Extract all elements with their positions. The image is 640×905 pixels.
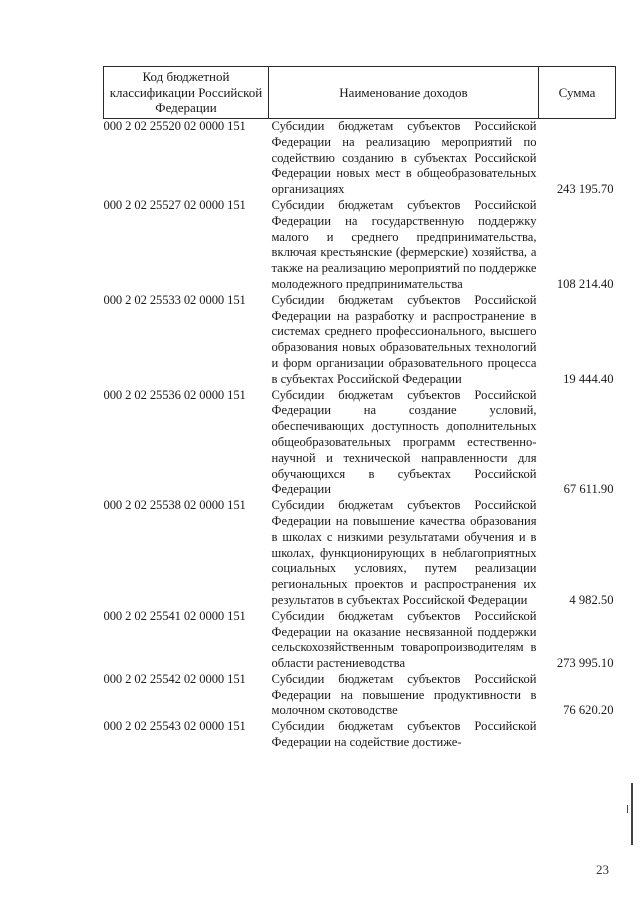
budget-revenue-table — [103, 66, 616, 751]
row-code: 000 2 02 25543 02 0000 151 — [103, 719, 246, 734]
row-code: 000 2 02 25541 02 0000 151 — [103, 608, 246, 623]
row-code: 000 2 02 25520 02 0000 151 — [103, 119, 246, 133]
row-sum: 108 214.40 — [556, 276, 614, 291]
row-sum: 67 611.90 — [563, 482, 614, 497]
row-code: 000 2 02 25533 02 0000 151 — [103, 292, 246, 307]
row-sum: 19 444.40 — [563, 371, 614, 386]
table-row — [104, 609, 616, 672]
row-name: Субсидии бюджетам субъектов Российской Федерации на разработку и распространение в системах среднего профессионального, высшего образования новых образовательных технологий и форм организации образовательного процесса в субъектах Российской Федерации — [271, 292, 537, 386]
row-sum: 76 620.20 — [563, 703, 614, 718]
table-body — [104, 119, 616, 751]
row-code: 000 2 02 25542 02 0000 151 — [103, 671, 246, 686]
row-name: Субсидии бюджетам субъектов Российской Федерации на повышение качества образования в школах с низкими результатами обучения и в школах, функционирующих в неблагоприятных социальных условиях, путем реализации региональных проектов и распространения их результатов в субъектах Российской Федерации — [271, 498, 537, 607]
row-name: Субсидии бюджетам субъектов Российской Федерации на содействие достиже- — [271, 719, 537, 750]
row-name: Субсидии бюджетам субъектов Российской Федерации на реализацию мероприятий по содействию созданию в субъектах Российской Федерации новых мест в общеобразовательных организациях — [271, 119, 537, 197]
row-name: Субсидии бюджетам субъектов Российской Федерации на создание условий, обеспечивающих доступность дополнительных общеобразовательных программ естественно-научной и технической направленности для обучающихся в субъектах Российской Федерации — [271, 387, 537, 497]
row-sum: 273 995.10 — [556, 656, 614, 671]
header-name: Наименование доходов — [269, 67, 539, 119]
table-row — [104, 498, 616, 609]
table-row — [104, 293, 616, 388]
header-row — [104, 67, 616, 119]
row-code: 000 2 02 25527 02 0000 151 — [103, 197, 246, 212]
scan-margin-mark-small — [627, 805, 628, 813]
row-sum: 243 195.70 — [556, 182, 614, 197]
row-name: Субсидии бюджетам субъектов Российской Федерации на оказание несвязанной поддержки сельскохозяйственным товаропроизводителям в области растениеводства — [271, 608, 537, 671]
row-sum — [539, 719, 616, 751]
row-code: 000 2 02 25538 02 0000 151 — [103, 498, 246, 513]
table-row — [104, 119, 616, 198]
scan-margin-mark — [631, 783, 633, 845]
table-row — [104, 388, 616, 499]
table-row — [104, 198, 616, 293]
row-name: Субсидии бюджетам субъектов Российской Федерации на государственную поддержку малого и среднего предпринимательства, включая крестьянские (фермерские) хозяйства, а также на реализацию мероприятий по поддержке молодежного предпринимательства — [271, 197, 537, 291]
table-row — [104, 672, 616, 719]
row-code: 000 2 02 25536 02 0000 151 — [103, 387, 246, 402]
header-sum: Сумма — [539, 67, 616, 119]
header-code: Код бюджетной классификации Российской Федерации — [104, 67, 269, 119]
page-number: 23 — [596, 862, 609, 877]
table-row — [104, 719, 616, 751]
row-sum: 4 982.50 — [569, 592, 614, 607]
row-name: Субсидии бюджетам субъектов Российской Федерации на повышение продуктивности в молочном скотоводстве — [271, 671, 537, 718]
table-header — [104, 67, 616, 119]
